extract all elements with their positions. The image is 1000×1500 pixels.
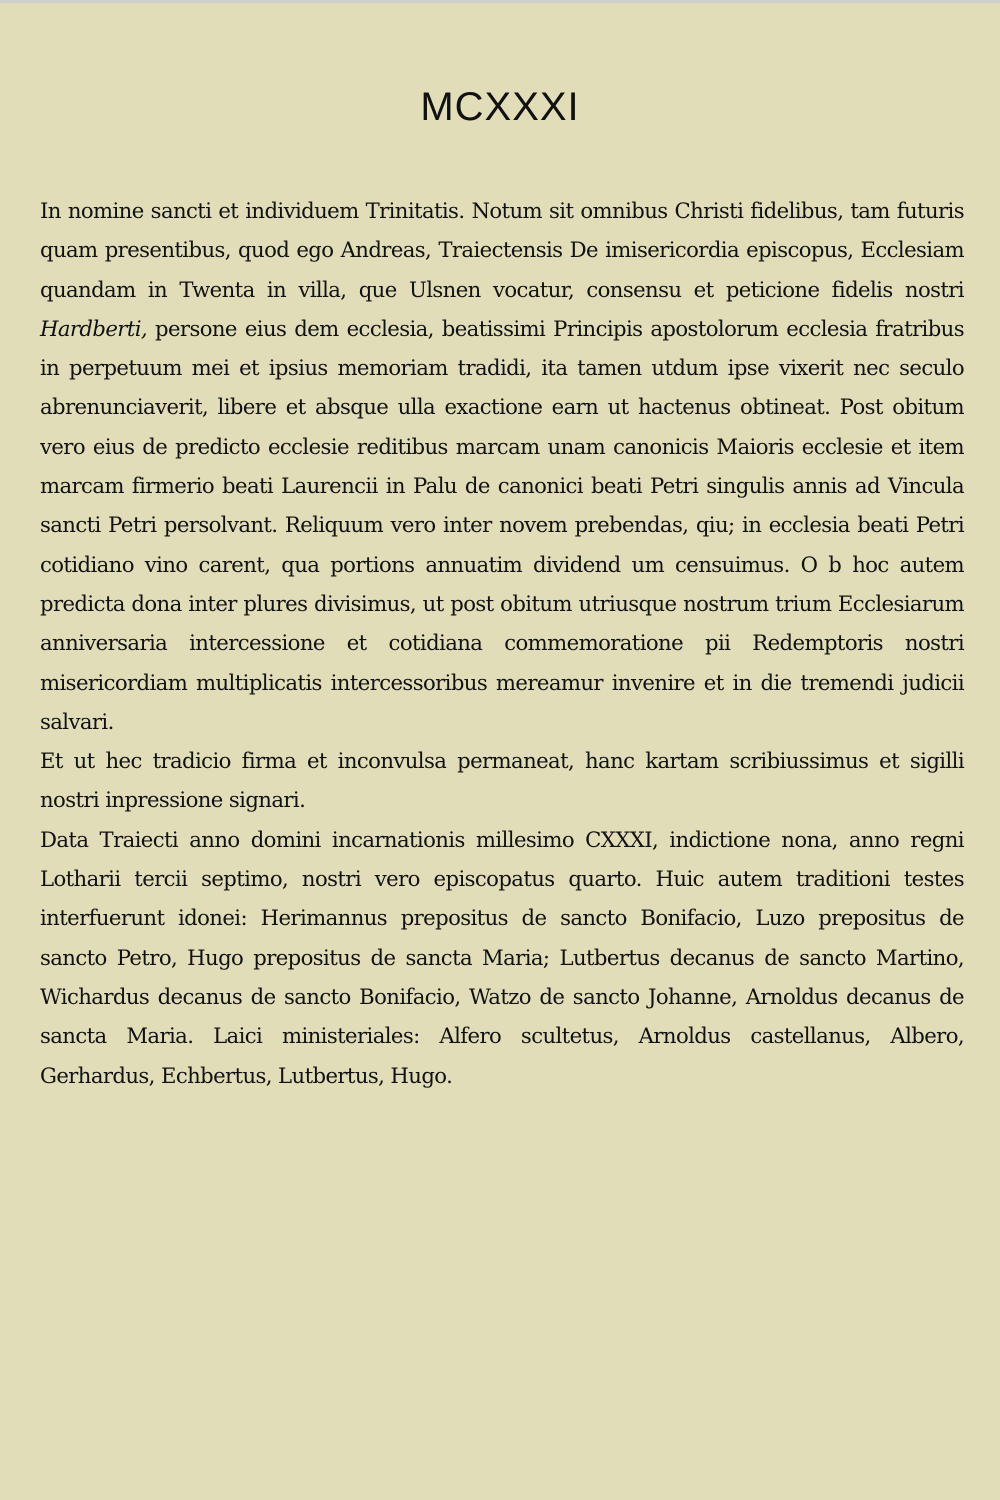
paragraph-3: Data Traiecti anno domini incarnationis millesimo CXXXI, indictione nona, anno regni Lotharii tercii septimo, nostri vero episcopatus quarto. Huic autem traditioni testes interfuerunt idonei: Herimannus prepositus de sancto Bonifacio, Luzo prepositus de sancto Petro, Hugo prepositus de sancta Maria; Lutbertus decanus de sancto Martino, Wichardus decanus de sancto Bonifacio, Watzo de sancto Johanne, Arnoldus decanus de sancta Maria. Laici ministeriales: Alfero scultetus, Arnoldus castellanus, Albero, Gerhardus, Echbertus, Lutbertus, Hugo. (40, 826, 964, 1088)
document-body (40, 191, 964, 1095)
paragraph-1-text-end: persone eius dem ecclesia, beatissimi Principis apostolorum ecclesia fratribus in perpetuum mei et ipsius memoriam tradidi, ita tamen utdum ipse vixerit nec seculo abrenunciaverit, libere et absque ulla exactione earn ut hactenus obtineat. Post obitum vero eius de predicto ecclesie reditibus marcam unam canonicis Maioris ecclesie et item marcam firmerio beati Laurencii in Palu de canonici beati Petri singulis annis ad Vincula sancti Petri persolvant. Reliquum vero inter novem prebendas, qiu; in ecclesia beati Petri cotidiano vino carent, qua portions annuatim dividend um censuimus. O b hoc autem predicta dona inter plures divisimus, ut post obitum utriusque nostrum trium Ecclesiarum anniversaria intercessione et cotidiana commemoratione pii Redemptoris nostri misericordiam multiplicatis intercessoribus mereamur invenire et in die tremendi judicii salvari. (40, 315, 964, 734)
italic-name: Hardberti, (40, 315, 148, 341)
paragraph-1 (40, 191, 964, 741)
paragraph-1-text-start: In nomine sancti et individuem Trinitatis. Notum sit omnibus Christi fidelibus, tam futuris quam presentibus, quod ego Andreas, Traiectensis De imisericordia episcopus, Ecclesiam quandam in Twenta in villa, que Ulsnen vocatur, consensu et peticione fidelis nostri (40, 198, 964, 302)
paragraph-2: Et ut hec tradicio firma et inconvulsa permaneat, hanc kartam scribiussimus et sigilli nostri inpressione signari. (40, 748, 964, 813)
document-title: MCXXXI (420, 85, 580, 129)
